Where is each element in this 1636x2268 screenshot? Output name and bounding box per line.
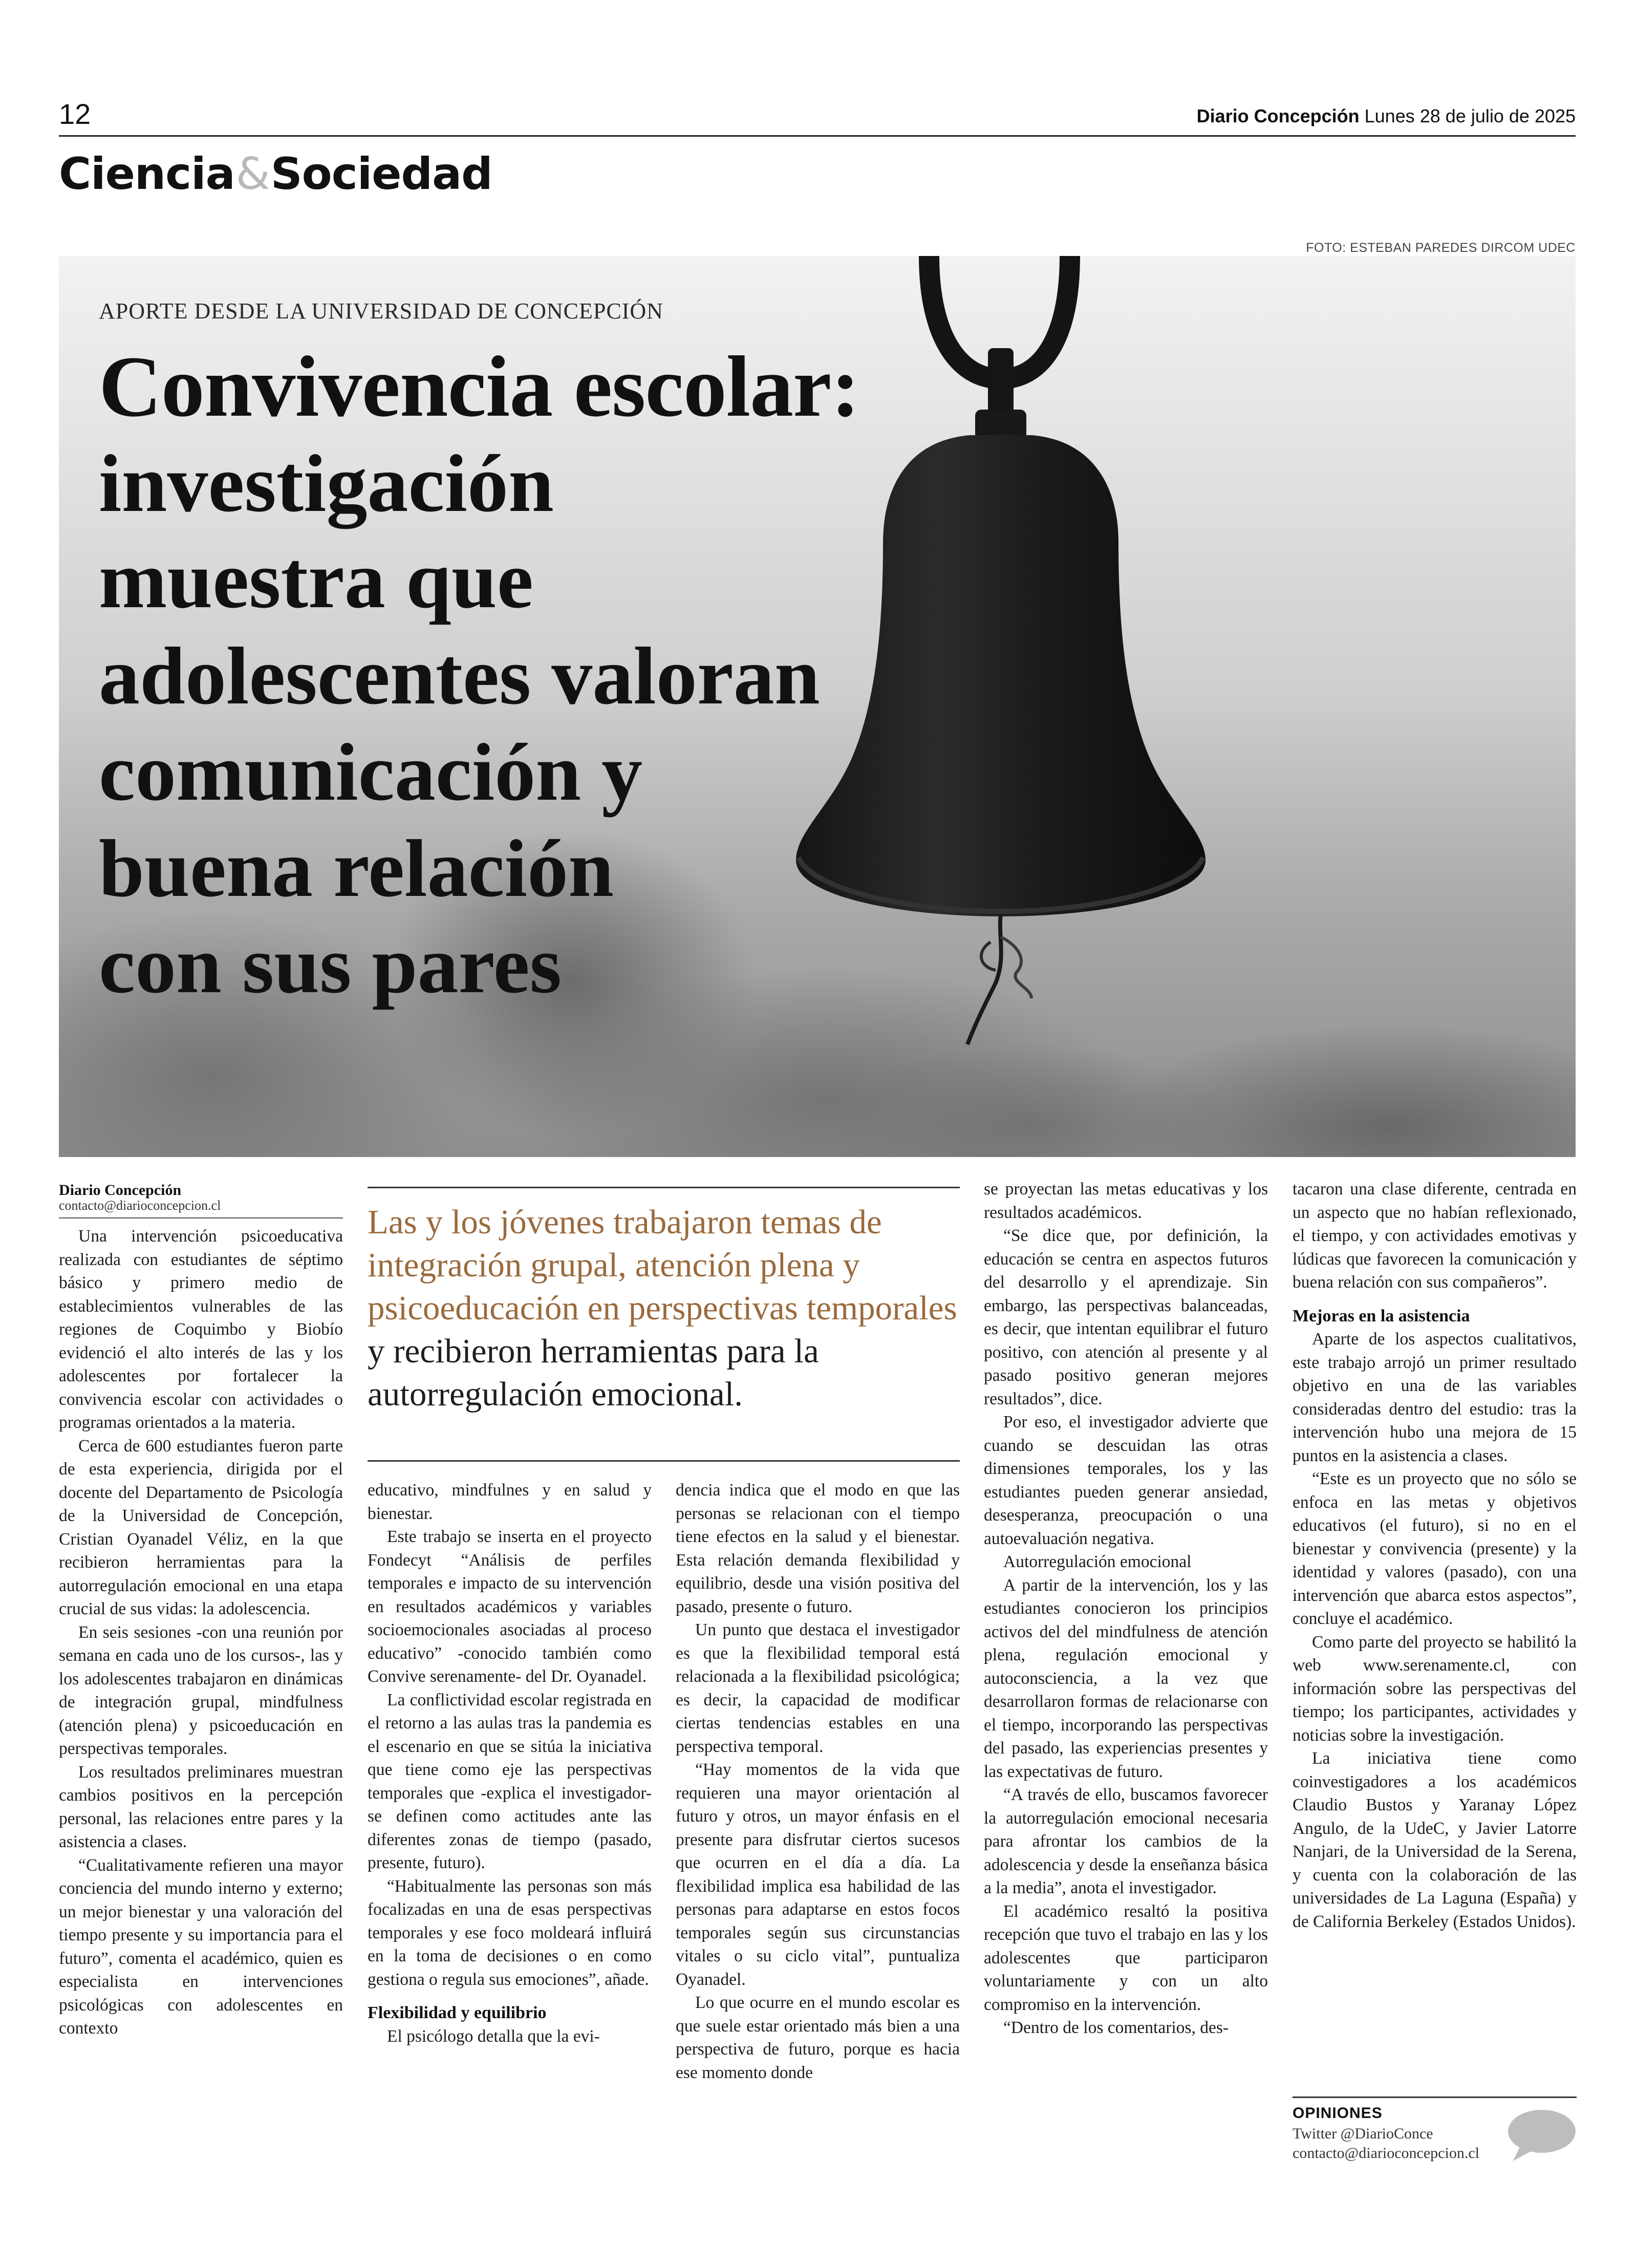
body-paragraph: “Dentro de los comentarios, des- xyxy=(1003,2018,1229,2037)
body-paragraph: “Hay momentos de la vida que requieren una mayor orientación al futuro y otros, un mayor énfasis en el presente para disfrutar ciertos sucesos que ocurren en el día a día. La flexibilidad implica esa habilidad de las personas para adaptarse en estos focos temporales según sus circunstancias vitales o su ciclo vital”, puntualiza Oyanadel. xyxy=(676,1760,960,1989)
article-column-4 xyxy=(984,1178,1268,2040)
section-title xyxy=(59,148,492,200)
body-paragraph: Autorregulación emocional xyxy=(1003,1552,1192,1571)
article-column-5 xyxy=(1293,1178,1577,1933)
pull-quote-rest: y recibieron herramientas para la autorregulación emocional. xyxy=(368,1332,819,1413)
section-title-amp: & xyxy=(235,148,270,200)
body-paragraph: “A través de ello, buscamos favorecer la autorregulación emocional necesaria para afrontar los cambios de la adolescencia y desde la enseñanza básica a la media”, anota el investigador. xyxy=(984,1785,1268,1897)
body-paragraph: dencia indica que el modo en que las personas se relacionan con el tiempo tiene efectos en la salud y el bienestar. Esta relación demanda flexibilidad y equilibrio, desde una visión positiva del pasado, presente o futuro. xyxy=(676,1481,960,1616)
body-paragraph: El psicólogo detalla que la evi- xyxy=(387,2026,600,2046)
headline-line: investigación xyxy=(99,438,554,529)
paper-name: Diario Concepción xyxy=(1196,105,1360,126)
headline xyxy=(99,338,1020,1013)
opinions-twitter[interactable]: Twitter @DiarioConce xyxy=(1293,2125,1433,2142)
speech-bubble-icon xyxy=(1505,2108,1577,2164)
article-column-3 xyxy=(676,1479,960,2084)
pull-quote-rule-bottom xyxy=(368,1460,960,1462)
article-column-1 xyxy=(59,1225,343,2040)
body-paragraph: La conflictividad escolar registrada en el retorno a las aulas tras la pandemia es el escenario en que se sitúa la iniciativa que tiene como eje las perspectivas temporales que -explica el investigador- se definen como actitudes ante las diferentes zonas de tiempo (pasado, presente, futuro). xyxy=(368,1690,652,1872)
body-paragraph: Los resultados preliminares muestran cambios positivos en la percepción personal, las relaciones entre pares y la asistencia a clases. xyxy=(59,1762,343,1851)
headline-line: adolescentes valoran xyxy=(99,630,820,721)
body-paragraph: “Habitualmente las personas son más focalizadas en una de esas perspectivas temporales y ese foco moldeará influirá en la toma de decisiones o en como gestiona o regula sus emociones”, añade. xyxy=(368,1876,652,1989)
body-paragraph: Como parte del proyecto se habilitó la web www.serenamente.cl, con información sobre las perspectivas del tiempo; los participantes, actividades y noticias sobre la investigación. xyxy=(1293,1632,1577,1745)
headline-bold: Convivencia escolar: xyxy=(99,338,860,435)
headline-line: buena relación xyxy=(99,823,614,914)
subheading: Mejoras en la asistencia xyxy=(1293,1306,1470,1325)
opinions-title: OPINIONES xyxy=(1293,2105,1383,2122)
body-paragraph: Aparte de los aspectos cualitativos, este trabajo arrojó un primer resultado objetivo en una de las variables consideradas dentro del estudio: tras la intervención hubo una mejora de 15 puntos en la asistencia a clases. xyxy=(1293,1330,1577,1465)
subheading: Flexibilidad y equilibrio xyxy=(368,2003,547,2022)
body-paragraph: Un punto que destaca el investigador es que la flexibilidad temporal está relacionada a la flexibilidad psicológica; es decir, la capacidad de modificar ciertas tendencias estables en una perspectiva temporal. xyxy=(676,1620,960,1756)
body-paragraph: Cerca de 600 estudiantes fueron parte de esta experiencia, dirigida por el docente del Departamento de Psicología de la Universidad de Concepción, Cristian Oyanadel Véliz, en la que recibieron herramientas para la autorregulación emocional en una etapa crucial de sus vidas: la adolescencia. xyxy=(59,1436,343,1618)
opinions-email[interactable]: contacto@diarioconcepcion.cl xyxy=(1293,2145,1479,2162)
body-paragraph: El académico resaltó la positiva recepción que tuvo el trabajo en las y los adolescentes que participaron voluntariamente y con un alto compromiso en la intervención. xyxy=(984,1901,1268,2014)
headline-line: con sus pares xyxy=(99,919,562,1010)
issue-date: Lunes 28 de julio de 2025 xyxy=(1364,105,1576,126)
photo-credit: FOTO: ESTEBAN PAREDES DIRCOM UDEC xyxy=(1306,241,1576,255)
headline-line: comunicación y xyxy=(99,726,643,818)
header-rule xyxy=(59,135,1576,137)
body-paragraph: “Cualitativamente refieren una mayor conciencia del mundo interno y externo; un mejor bienestar y una valoración del tiempo presente y su importancia para el futuro”, comenta el académico, quien es especialista en intervenciones psicológicas con adolescentes en contexto xyxy=(59,1855,343,2038)
body-paragraph: La iniciativa tiene como coinvestigadores a los académicos Claudio Bustos y Yaranay López Angulo, de la UdeC, y Javier Latorre Nanjari, de la Universidad de la Serena, y cuenta con la colaboración de las universidades de La Laguna (España) y de California Berkeley (Estados Unidos). xyxy=(1293,1749,1577,1931)
body-paragraph: “Este es un proyecto que no sólo se enfoca en las metas y objetivos educativos (el futuro), si no en el bienestar y convivencia (presente) y la identidad y valores (pasado), con una intervención que abarca estos aspectos”, concluye el académico. xyxy=(1293,1469,1577,1628)
body-paragraph: A partir de la intervención, los y las estudiantes conocieron los principios activos del del mindfulness de atención plena, regulación emocional y autoconsciencia, a la vez que desarrollaron formas de relacionarse con el tiempo, incorporando las perspectivas del pasado, las experiencias presentes y las expectativas de futuro. xyxy=(984,1575,1268,1781)
opinions-rule xyxy=(1293,2096,1577,2098)
hero-photo xyxy=(59,256,1576,1157)
body-paragraph: Por eso, el investigador advierte que cuando se descuidan las otras dimensiones temporales, los y las estudiantes pueden generar ansiedad, desesperanza, preocupación o una autoevaluación negativa. xyxy=(984,1413,1268,1548)
page-number: 12 xyxy=(59,98,91,130)
body-paragraph: Este trabajo se inserta en el proyecto Fondecyt “Análisis de perfiles temporales e impacto de su intervención en resultados académicos y variables socioemocionales asociadas al proceso educativo” -conocido también como Convive serenamente- del Dr. Oyanadel. xyxy=(368,1527,652,1686)
byline-name: Diario Concepción xyxy=(59,1182,182,1199)
byline-email[interactable]: contacto@diarioconcepcion.cl xyxy=(59,1198,221,1213)
kicker: APORTE DESDE LA UNIVERSIDAD DE CONCEPCIÓN xyxy=(99,298,663,324)
body-paragraph: tacaron una clase diferente, centrada en un aspecto que no habían reflexionado, el tiempo, y con actividades emotivas y lúdicas que favorecen la comunicación y buena relación con sus compañeros”. xyxy=(1293,1180,1577,1292)
body-paragraph: educativo, mindfulnes y en salud y bienestar. xyxy=(368,1481,652,1523)
section-title-left: Ciencia xyxy=(59,148,235,200)
article-column-2 xyxy=(368,1479,652,2048)
byline-rule xyxy=(59,1217,343,1218)
body-paragraph: En seis sesiones -con una reunión por semana en cada uno de los cursos-, las y los adolescentes trabajaron en dinámicas de integración grupal, mindfulness (atención plena) y psicoeducación en perspectivas temporales. xyxy=(59,1622,343,1758)
pull-quote xyxy=(368,1201,960,1416)
pull-quote-rule-top xyxy=(368,1187,960,1188)
body-paragraph: Una intervención psicoeducativa realizada con estudiantes de séptimo básico y primero medio de establecimientos vulnerables de las regiones de Coquimbo y Biobío evidenció el alto interés de las y los adolescentes por fortalecer la convivencia escolar con actividades o programas orientados a la materia. xyxy=(59,1227,343,1432)
body-paragraph: “Se dice que, por definición, la educación se centra en aspectos futuros del desarrollo y el aprendizaje. Sin embargo, las perspectivas balanceadas, es decir, que intentan equilibrar el futuro positivo, con atención al presente y al pasado positivo generan mejores resultados”, dice. xyxy=(984,1226,1268,1408)
pull-quote-accent: Las y los jóvenes trabajaron temas de integración grupal, atención plena y psicoeducación en perspectivas temporales xyxy=(368,1203,957,1327)
headline-line: muestra que xyxy=(99,534,533,625)
masthead xyxy=(1197,105,1576,127)
section-title-right: Sociedad xyxy=(270,148,492,200)
body-paragraph: se proyectan las metas educativas y los resultados académicos. xyxy=(984,1180,1268,1222)
body-paragraph: Lo que ocurre en el mundo escolar es que suele estar orientado más bien a una perspectiva de futuro, porque es hacia ese momento donde xyxy=(676,1993,960,2082)
